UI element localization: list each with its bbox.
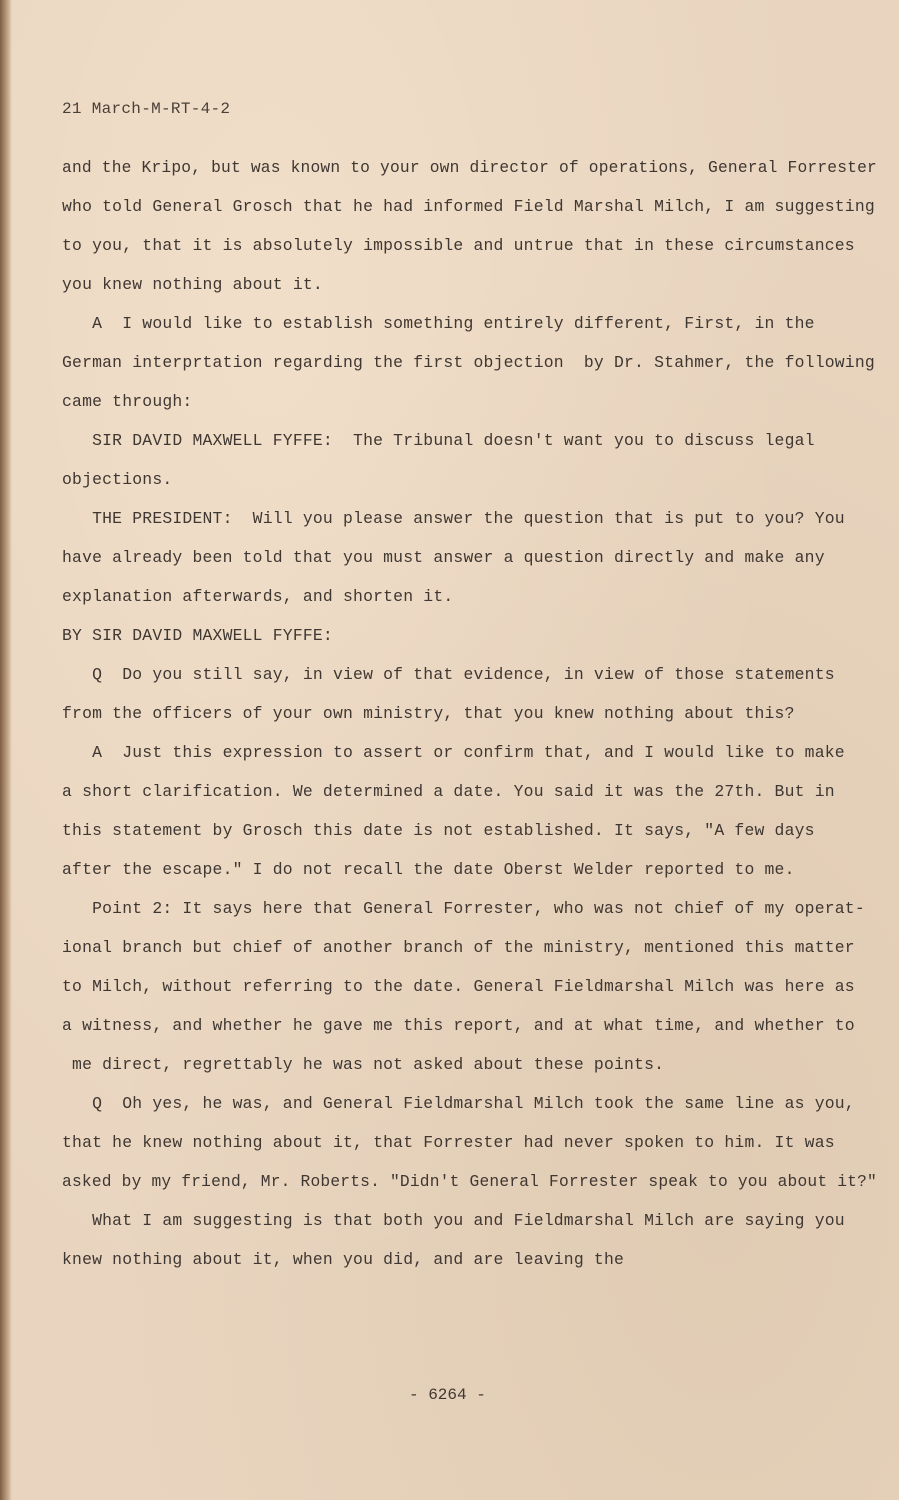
text-line: this statement by Grosch this date is not established. It says, "A few days	[62, 821, 815, 840]
text-line: knew nothing about it, when you did, and are leaving the	[62, 1250, 625, 1269]
text-line: asked by my friend, Mr. Roberts. "Didn't General Forrester speak to you about it?"	[62, 1172, 877, 1191]
text-line: to you, that it is absolutely impossible and untrue that in these circumstances	[62, 236, 855, 255]
text-line: have already been told that you must answer a question directly and make any	[62, 548, 825, 567]
text-line: explanation afterwards, and shorten it.	[62, 587, 454, 606]
text-line: and the Kripo, but was known to your own director of operations, General Forrester	[62, 158, 877, 177]
text-line: objections.	[62, 470, 173, 489]
page-number: - 6264 -	[409, 1386, 486, 1404]
text-line: me direct, regrettably he was not asked about these points.	[62, 1055, 665, 1074]
text-line: German interprtation regarding the first objection by Dr. Stahmer, the following	[62, 353, 875, 372]
text-line: who told General Grosch that he had informed Field Marshal Milch, I am suggesting	[62, 197, 875, 216]
text-line: Point 2: It says here that General Forrester, who was not chief of my operat-	[62, 899, 865, 918]
page-edge-shadow	[0, 0, 12, 1500]
text-line: a witness, and whether he gave me this report, and at what time, and whether to	[62, 1016, 855, 1035]
text-line: A I would like to establish something entirely different, First, in the	[62, 314, 815, 333]
document-reference: 21 March-M-RT-4-2	[62, 100, 231, 118]
text-line: you knew nothing about it.	[62, 275, 323, 294]
text-line: Q Do you still say, in view of that evidence, in view of those statements	[62, 665, 835, 684]
text-line: What I am suggesting is that both you and Fieldmarshal Milch are saying you	[62, 1211, 845, 1230]
text-line: SIR DAVID MAXWELL FYFFE: The Tribunal doesn't want you to discuss legal	[62, 431, 815, 450]
text-line: to Milch, without referring to the date. General Fieldmarshal Milch was here as	[62, 977, 855, 996]
text-line: after the escape." I do not recall the date Oberst Welder reported to me.	[62, 860, 795, 879]
text-line: BY SIR DAVID MAXWELL FYFFE:	[62, 626, 333, 645]
text-line: came through:	[62, 392, 193, 411]
text-line: A Just this expression to assert or confirm that, and I would like to make	[62, 743, 845, 762]
text-line: THE PRESIDENT: Will you please answer the question that is put to you? You	[62, 509, 845, 528]
text-line: Q Oh yes, he was, and General Fieldmarshal Milch took the same line as you,	[62, 1094, 855, 1113]
text-line: from the officers of your own ministry, that you knew nothing about this?	[62, 704, 795, 723]
text-line: a short clarification. We determined a date. You said it was the 27th. But in	[62, 782, 835, 801]
text-line: that he knew nothing about it, that Forrester had never spoken to him. It was	[62, 1133, 835, 1152]
text-line: ional branch but chief of another branch of the ministry, mentioned this matter	[62, 938, 855, 957]
